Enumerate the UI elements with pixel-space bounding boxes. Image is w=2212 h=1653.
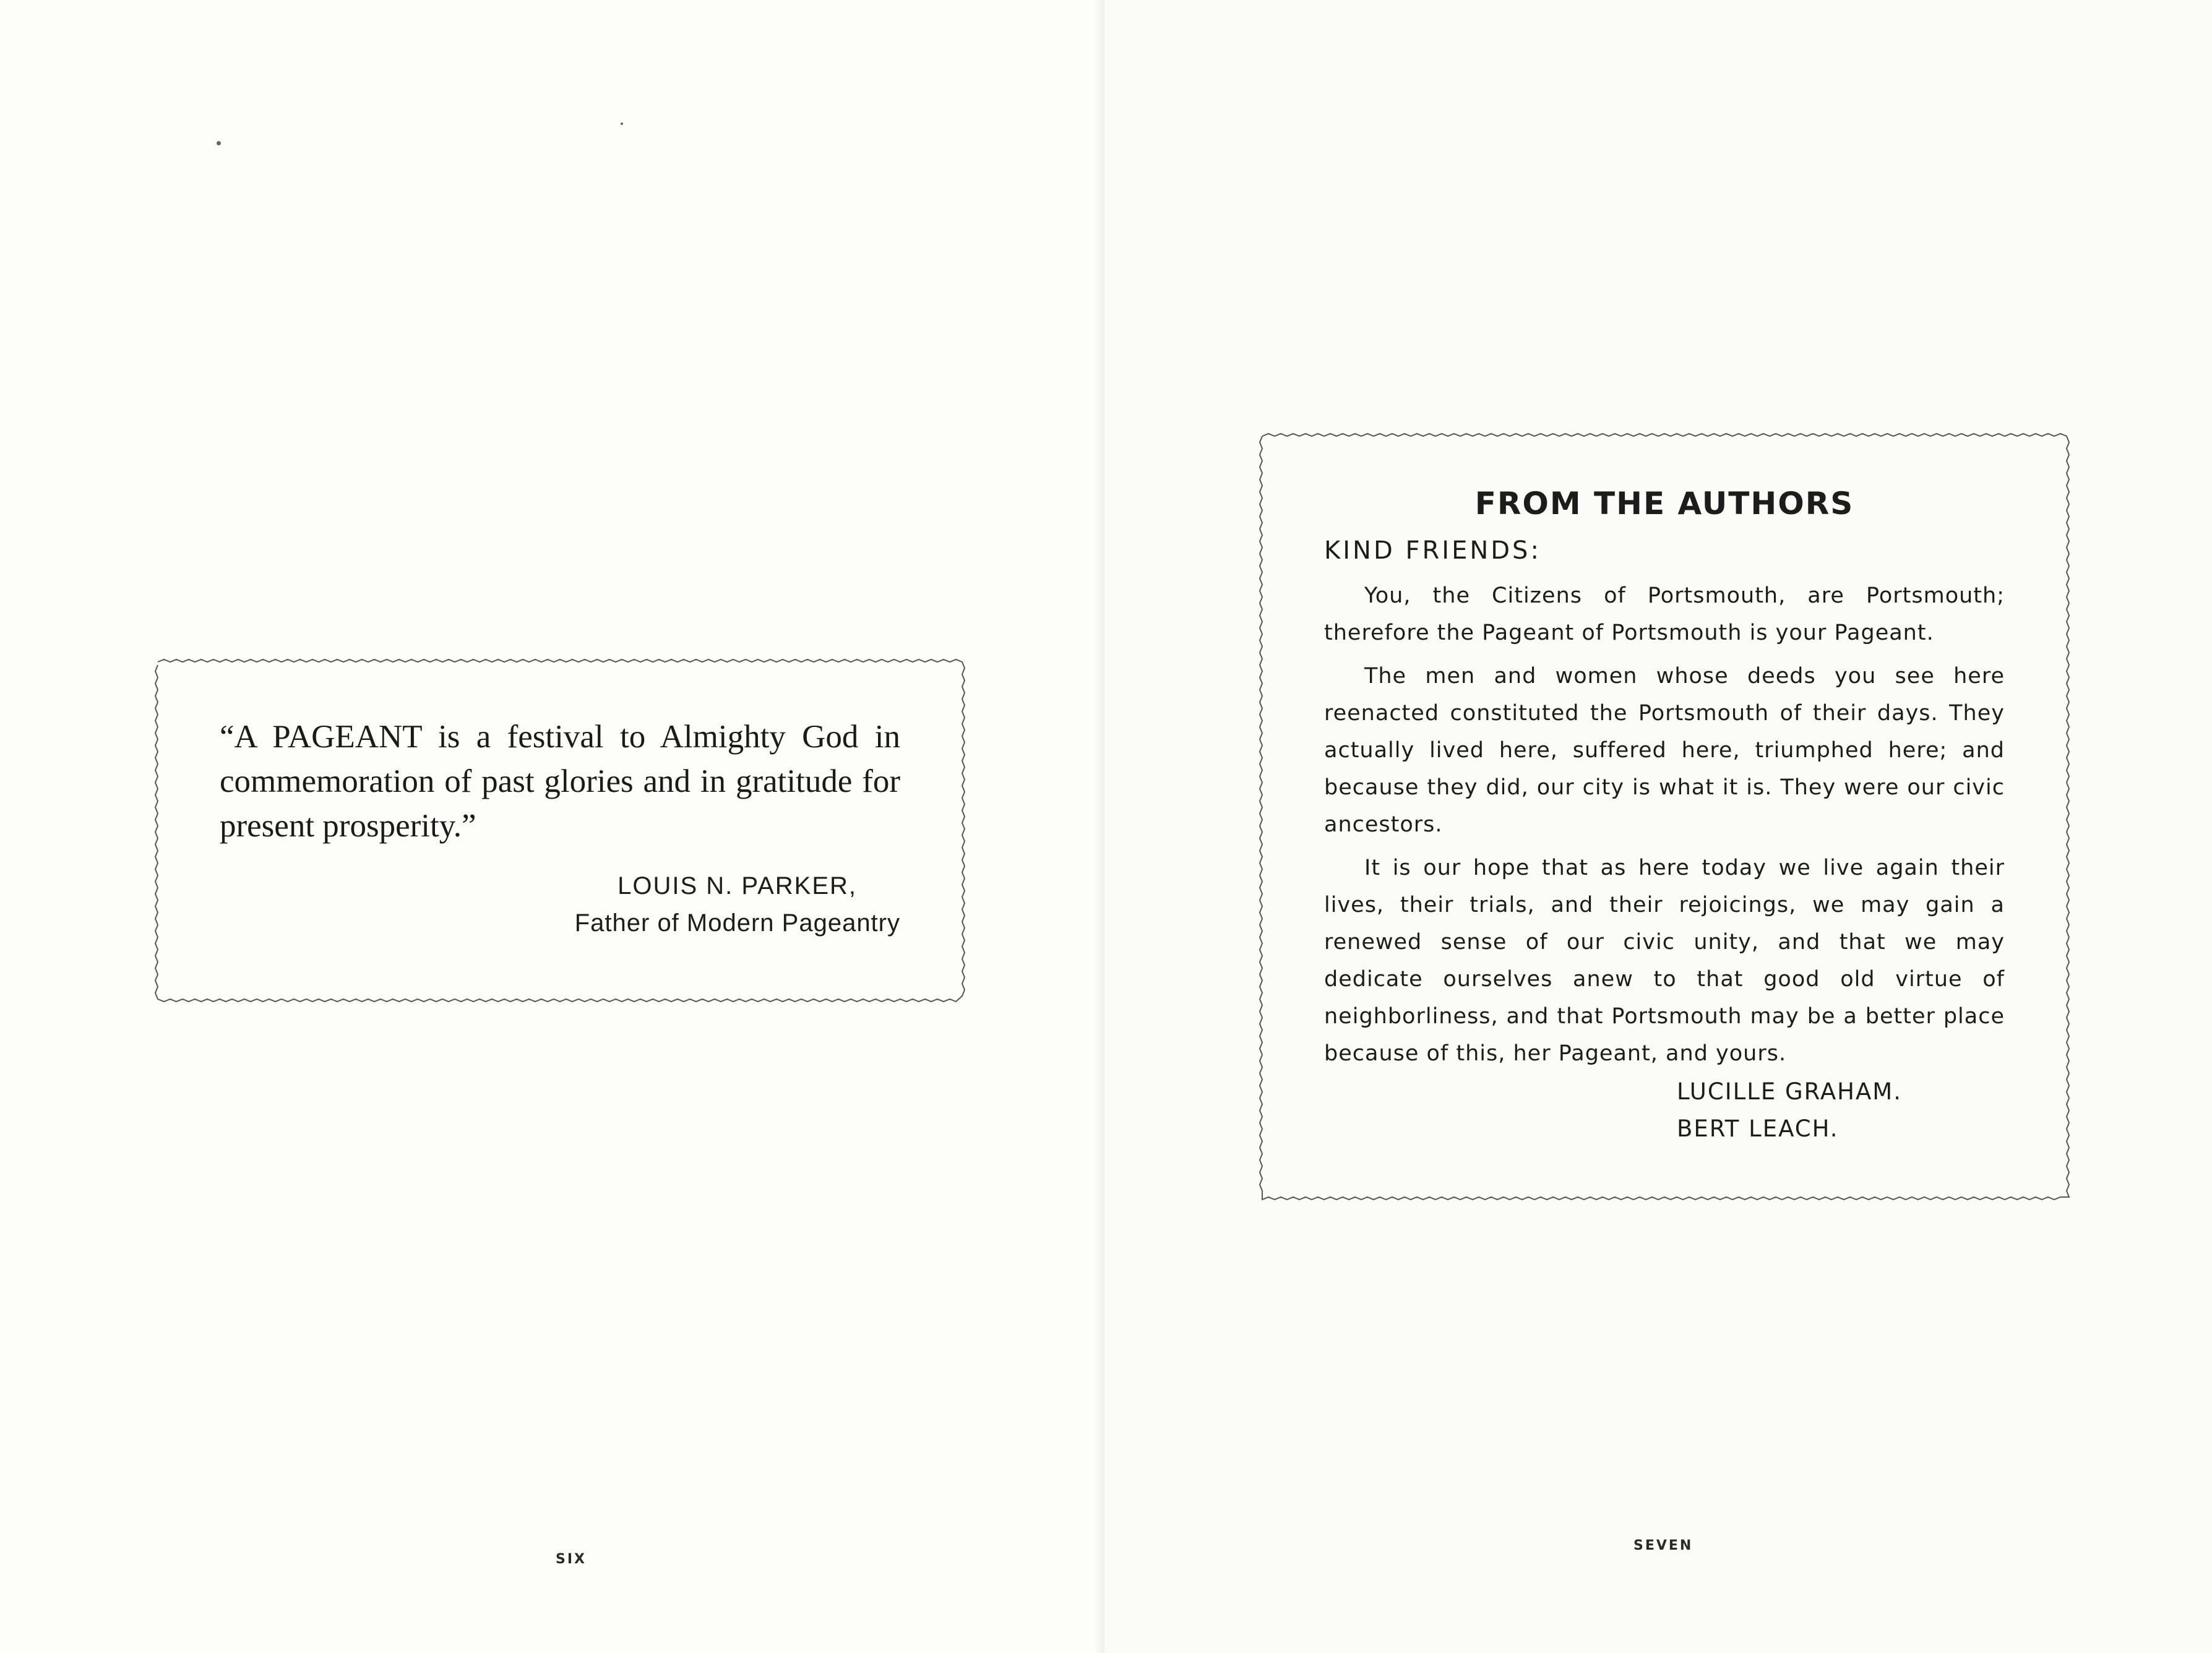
quote-attribution-title: Father of Modern Pageantry [574, 909, 900, 937]
paper-speck [621, 122, 623, 125]
paper-speck [217, 141, 221, 145]
page-number-left: SIX [556, 1552, 587, 1567]
left-page [0, 0, 1104, 1653]
salutation: KIND FRIENDS: [1324, 536, 1541, 565]
letter-paragraph: It is our hope that as here today we live again their lives, their trials, and their rejoicings, we may gain a renewed sense of our civic unity, and that we may dedicate ourselves anew to that good old virtue of neighborliness, and that Portsmouth may be a better place because of this, her Pageant, and yours. [1324, 856, 2005, 1066]
letter-paragraph: You, the Citizens of Portsmouth, are Portsmouth; therefore the Pageant of Portsmouth is your Pageant. [1324, 583, 2005, 645]
letter-paragraph: The men and women whose deeds you see here reenacted constituted the Portsmouth of their days. They actually lived here, suffered here, triumphed here; and because they did, our city is what it is. They were our civic ancestors. [1324, 664, 2005, 837]
quote-frame [158, 662, 962, 999]
author-name: BERT LEACH. [1677, 1115, 1839, 1142]
authors-frame [1262, 436, 2067, 1197]
author-name: LUCILLE GRAHAM. [1677, 1078, 1902, 1105]
authors-signature [1677, 1073, 1902, 1148]
quote-text: “A PAGEANT is a festival to Almighty God in commemoration of past glories and in gratitude for present prosperity.” [220, 719, 900, 844]
page-number-right: SEVEN [1633, 1538, 1693, 1553]
section-title: FROM THE AUTHORS [1474, 486, 1854, 522]
letter-body [1324, 577, 2005, 1078]
right-page [1104, 0, 2212, 1653]
quote-attribution-name: LOUIS N. PARKER, [618, 872, 857, 899]
